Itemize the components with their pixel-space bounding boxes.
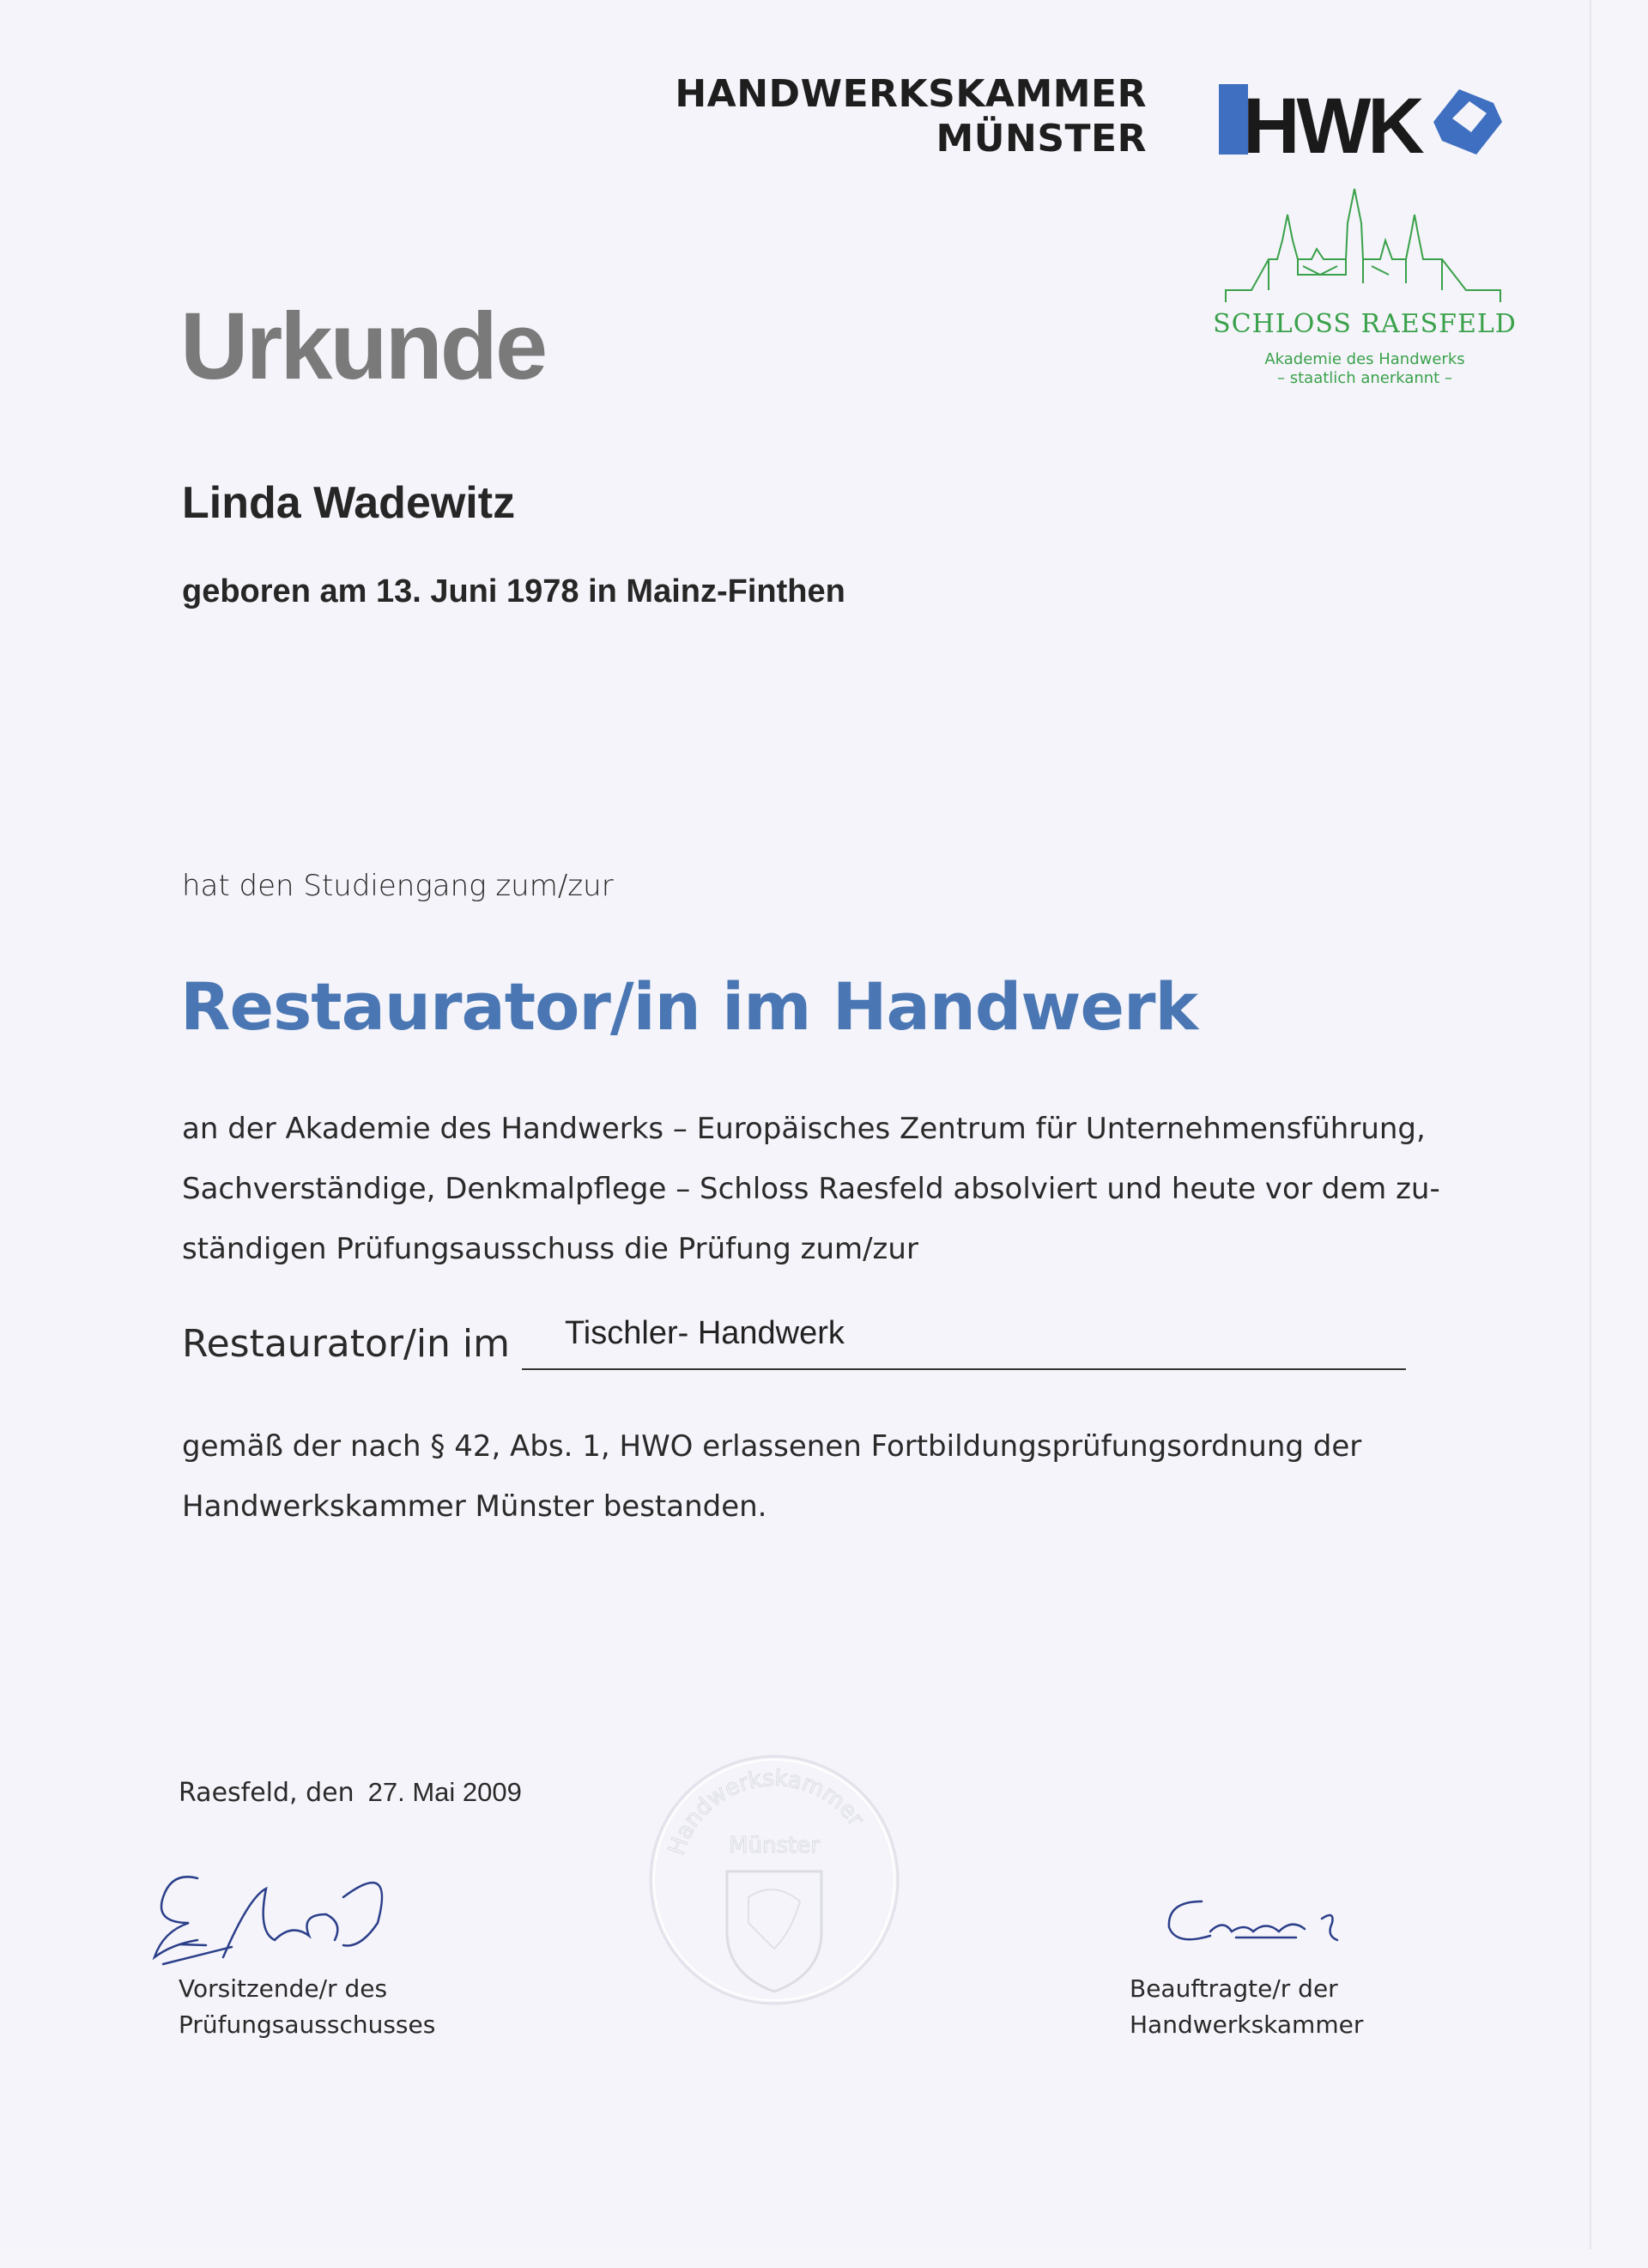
hwk-logo (1219, 77, 1511, 163)
role-commissioner (1130, 1971, 1363, 2043)
role-chair-line-2: Prüfungsausschusses (179, 2010, 436, 2039)
place-label: Raesfeld, den (179, 1778, 354, 1808)
certificate-title: Urkunde (180, 294, 546, 399)
seal-text-2: Münster (729, 1833, 820, 1859)
body-paragraph-2 (182, 1416, 1401, 1537)
org-line-2: MÜNSTER (936, 117, 1147, 161)
issue-date: 27. Mai 2009 (367, 1777, 522, 1807)
degree-title: Restaurator/in im Handwerk (180, 968, 1198, 1045)
org-line-1: HANDWERKSKAMMER (675, 72, 1147, 116)
castle-icon (1217, 180, 1509, 309)
birth-line: geboren am 13. Juni 1978 in Mainz-Finthen (182, 573, 845, 609)
recipient-name: Linda Wadewitz (182, 478, 516, 528)
intro-text: hat den Studiengang zum/zur (182, 869, 614, 903)
field-underline (522, 1368, 1406, 1370)
embossed-seal (645, 1751, 903, 2009)
signature-right (1150, 1884, 1373, 1962)
role-chair (179, 1971, 435, 2043)
paragraph-line: an der Akademie des Handwerks – Europäisches Zentrum für Unternehmensführung, (182, 1112, 1426, 1146)
hwk-logo-text: HWK (1243, 82, 1421, 163)
paragraph-line: Sachverständige, Denkmalpflege – Schloss Raesfeld absolviert und heute vor dem zu- (182, 1172, 1440, 1206)
role-commissioner-line-1: Beauftragte/r der (1130, 1974, 1338, 2003)
role-chair-line-1: Vorsitzende/r des (179, 1974, 388, 2003)
field-value: Tischler- Handwerk (565, 1315, 845, 1351)
academy-subtitle (1202, 350, 1528, 388)
field-label: Restaurator/in im (182, 1322, 511, 1366)
academy-sub-1: Akademie des Handwerks (1264, 350, 1465, 368)
body-paragraph (182, 1099, 1440, 1279)
signature-left (137, 1863, 429, 1983)
academy-name: SCHLOSS RAESFELD (1213, 309, 1517, 339)
place-date (179, 1777, 522, 1808)
role-commissioner-line-2: Handwerkskammer (1130, 2010, 1364, 2039)
paragraph-line: ständigen Prüfungsausschuss die Prüfung zum/zur (182, 1232, 918, 1266)
paragraph-line: Handwerkskammer Münster bestanden. (182, 1489, 767, 1524)
academy-sub-2: – staatlich anerkannt – (1277, 369, 1452, 387)
org-name (675, 72, 1147, 161)
paragraph-line: gemäß der nach § 42, Abs. 1, HWO erlassenen Fortbildungsprüfungsordnung der (182, 1429, 1362, 1464)
seal-text-1: Handwerkskammer (663, 1765, 869, 1859)
